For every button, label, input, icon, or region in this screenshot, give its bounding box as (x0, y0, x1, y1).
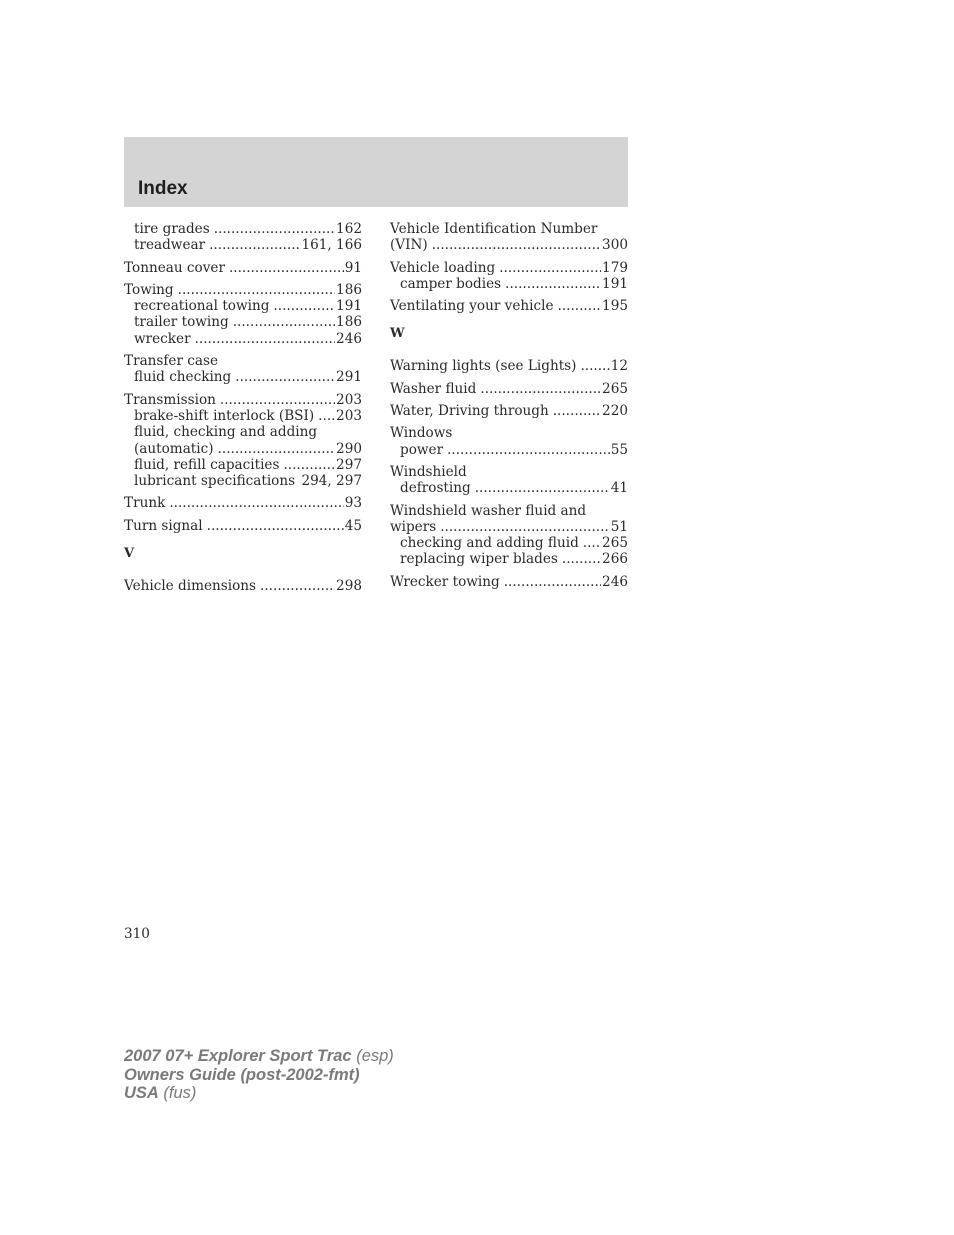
index-page-ref: 203 (336, 391, 362, 408)
footer-line-2: Owners Guide (post-2002-fmt) (124, 1065, 360, 1084)
index-subentry-line (390, 535, 628, 551)
index-page-ref: 93 (344, 495, 362, 512)
dot-leader (318, 408, 335, 424)
index-page-ref: 91 (344, 259, 362, 276)
index-page-ref: 291 (336, 369, 362, 386)
footer (124, 1047, 394, 1103)
index-entry (124, 495, 362, 511)
index-page-ref: 186 (336, 314, 362, 331)
dot-leader (583, 535, 601, 551)
index-page-ref: 12 (610, 358, 628, 375)
index-column-left (124, 221, 362, 600)
dot-leader (195, 331, 335, 347)
footer-line-1: 2007 07+ Explorer Sport Trac (esp) (124, 1047, 394, 1065)
index-term: camper bodies (400, 275, 502, 292)
index-term: trailer towing (134, 314, 229, 331)
section-letter: V (124, 546, 135, 562)
index-entry (124, 353, 362, 386)
dot-leader (553, 403, 601, 419)
index-entry-line (390, 403, 628, 419)
index-term: checking and adding fluid (400, 535, 579, 552)
index-page-ref: 51 (610, 518, 628, 535)
index-entry-line (390, 298, 628, 314)
index-subentry-line (390, 551, 628, 567)
page-number: 310 (124, 926, 150, 942)
dot-leader (260, 578, 335, 594)
index-page-ref: 290 (336, 440, 362, 457)
index-subentry-line (390, 442, 628, 458)
index-page-ref: 220 (602, 403, 628, 420)
index-entry (390, 221, 628, 254)
index-term: fluid, refill capacities (134, 456, 280, 473)
index-term: fluid, checking and adding (134, 424, 318, 441)
index-entry-line (390, 519, 628, 535)
index-entry (124, 221, 362, 254)
index-term: replacing wiper blades (400, 551, 558, 568)
dot-leader (475, 480, 610, 496)
dot-leader (447, 442, 610, 458)
index-term: Wrecker towing (390, 573, 500, 590)
index-term: Windows (390, 425, 453, 442)
index-entry (390, 298, 628, 314)
page-title: Index (138, 178, 188, 199)
index-entry-line (124, 260, 362, 276)
index-entry (390, 574, 628, 590)
dot-leader (432, 237, 601, 253)
index-entry-line (390, 503, 628, 519)
index-page-ref: 191 (336, 298, 362, 315)
dot-leader (273, 298, 335, 314)
index-entry-line (390, 425, 628, 441)
index-entry (390, 503, 628, 568)
index-page-ref: 161, 166 (301, 237, 362, 254)
index-term: tire grades (134, 221, 210, 237)
index-subentry-line (124, 237, 362, 253)
index-term: Ventilating your vehicle (390, 298, 554, 315)
index-page-ref: 195 (602, 298, 628, 315)
index-term: Water, Driving through (390, 403, 549, 420)
dot-leader (209, 237, 300, 253)
index-term: wrecker (134, 330, 191, 347)
index-entry (390, 425, 628, 458)
index-entry (390, 464, 628, 497)
dot-leader (229, 260, 344, 276)
index-entry-line (124, 578, 362, 594)
index-entry-line (390, 221, 628, 237)
index-subentry-line (124, 369, 362, 385)
header-band (124, 137, 628, 207)
index-term: (automatic) (134, 440, 214, 457)
dot-leader (499, 260, 601, 276)
index-page-ref: 298 (336, 578, 362, 595)
dot-leader (558, 298, 602, 314)
dot-leader (207, 518, 344, 534)
index-entry-line (390, 574, 628, 590)
index-page-ref: 45 (344, 517, 362, 534)
index-subentry-line (124, 408, 362, 424)
dot-leader (299, 473, 300, 489)
dot-leader (440, 519, 609, 535)
index-page-ref: 203 (336, 407, 362, 424)
dot-leader (233, 314, 335, 330)
index-page-ref: 265 (602, 535, 628, 552)
index-subentry-line (124, 441, 362, 457)
index-page-ref: 191 (602, 275, 628, 292)
index-term: recreational towing (134, 298, 270, 315)
index-subentry-line (124, 221, 362, 237)
index-entry-line (390, 358, 628, 374)
index-page-ref: 266 (602, 551, 628, 568)
index-term: fluid checking (134, 369, 232, 386)
index-term: Tonneau cover (124, 259, 225, 276)
index-column-right (390, 221, 628, 596)
index-entry (390, 403, 628, 419)
index-page-ref: 186 (336, 281, 362, 298)
index-entry-line (124, 353, 362, 369)
dot-leader (480, 381, 601, 397)
index-page-ref: 246 (602, 573, 628, 590)
dot-leader (220, 392, 335, 408)
index-term: lubricant specifications (134, 473, 296, 490)
index-entry-line (390, 260, 628, 276)
index-entry (124, 392, 362, 490)
index-entry (124, 518, 362, 534)
index-entry (390, 381, 628, 397)
index-subentry-line (390, 480, 628, 496)
dot-leader (504, 574, 601, 590)
index-page-ref: 162 (336, 221, 362, 237)
dot-leader (235, 369, 335, 385)
index-subentry-line (124, 331, 362, 347)
index-entry-line (390, 464, 628, 480)
dot-leader (283, 457, 335, 473)
index-term: treadwear (134, 237, 206, 254)
index-term: Trunk (124, 495, 166, 512)
index-term: Warning lights (see Lights) (390, 358, 577, 375)
index-term: brake-shift interlock (BSI) (134, 407, 315, 424)
index-page-ref: 246 (336, 330, 362, 347)
index-page-ref: 294, 297 (301, 473, 362, 490)
index-entry-line (390, 237, 628, 253)
index-subentry-line (124, 457, 362, 473)
index-subentry-line (124, 298, 362, 314)
index-term: Transmission (124, 391, 216, 408)
index-entry-line (124, 392, 362, 408)
index-entry (124, 260, 362, 276)
index-term: Vehicle dimensions (124, 578, 257, 595)
index-page-ref: 265 (602, 380, 628, 397)
index-page-ref: 300 (602, 237, 628, 254)
dot-leader (169, 495, 343, 511)
dot-leader (562, 551, 601, 567)
index-term: power (400, 441, 444, 458)
footer-line-3: USA (fus) (124, 1084, 197, 1102)
index-term: Washer fluid (390, 380, 477, 397)
index-term: Windshield (390, 463, 467, 480)
index-subentry-line (390, 276, 628, 292)
index-page-ref: 55 (610, 441, 628, 458)
dot-leader (178, 282, 335, 298)
index-term: Vehicle loading (390, 259, 496, 276)
index-term: Transfer case (124, 353, 219, 370)
index-entry-line (124, 495, 362, 511)
index-entry (124, 282, 362, 347)
index-entry (390, 358, 628, 374)
index-term: wipers (390, 518, 437, 535)
index-page-ref: 179 (602, 259, 628, 276)
index-entry-line (390, 381, 628, 397)
index-entry-line (124, 518, 362, 534)
index-term: Windshield washer fluid and (390, 502, 587, 519)
index-entry-line (124, 282, 362, 298)
section-letter: W (390, 326, 405, 342)
index-page-ref: 297 (336, 456, 362, 473)
dot-leader (218, 441, 336, 457)
index-subentry-line (124, 314, 362, 330)
dot-leader (580, 358, 609, 374)
dot-leader (505, 276, 601, 292)
index-term: defrosting (400, 480, 471, 497)
dot-leader (214, 221, 335, 237)
index-subentry-line (124, 473, 362, 489)
index-page-ref: 41 (610, 480, 628, 497)
index-subentry-line (124, 424, 362, 440)
index-term: Turn signal (124, 517, 203, 534)
index-entry (124, 578, 362, 594)
index-term: (VIN) (390, 237, 428, 254)
index-entry (390, 260, 628, 293)
index-term: Towing (124, 281, 174, 298)
index-term: Vehicle Identification Number (390, 221, 598, 237)
